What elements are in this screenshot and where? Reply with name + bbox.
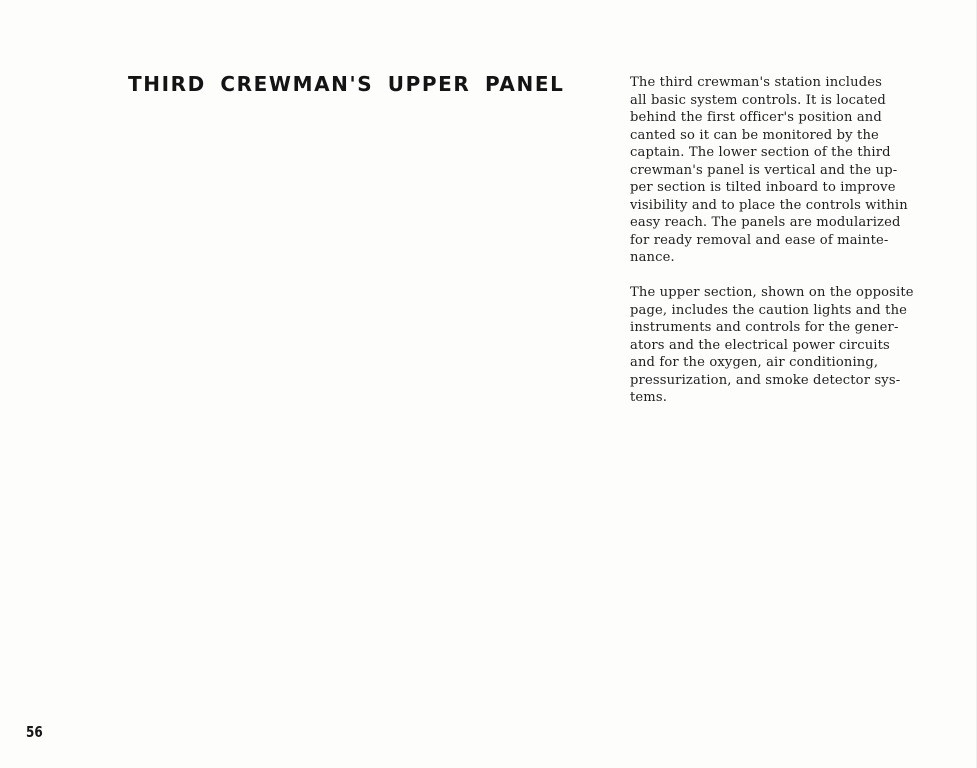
paragraph-upper-section: The upper section, shown on the opposite page, includes the caution lights and the instruments and controls for the gener- ators and the electrical power circuits and for the oxygen, air conditioning, pressurization, and smoke detector sys- tems. — [630, 285, 914, 405]
page-title: THIRD CREWMAN'S UPPER PANEL — [128, 72, 565, 96]
body-text-column — [630, 74, 914, 424]
page-number: 56 — [26, 723, 43, 741]
paragraph-station-description: The third crewman's station includes all basic system controls. It is located behind the first officer's position and canted so it can be monitored by the captain. The lower section of the third crewman's panel is vertical and the up- per section is tilted inboard to improve visibility and to place the controls within easy reach. The panels are modularized for ready removal and ease of mainte- nance. — [630, 75, 908, 265]
